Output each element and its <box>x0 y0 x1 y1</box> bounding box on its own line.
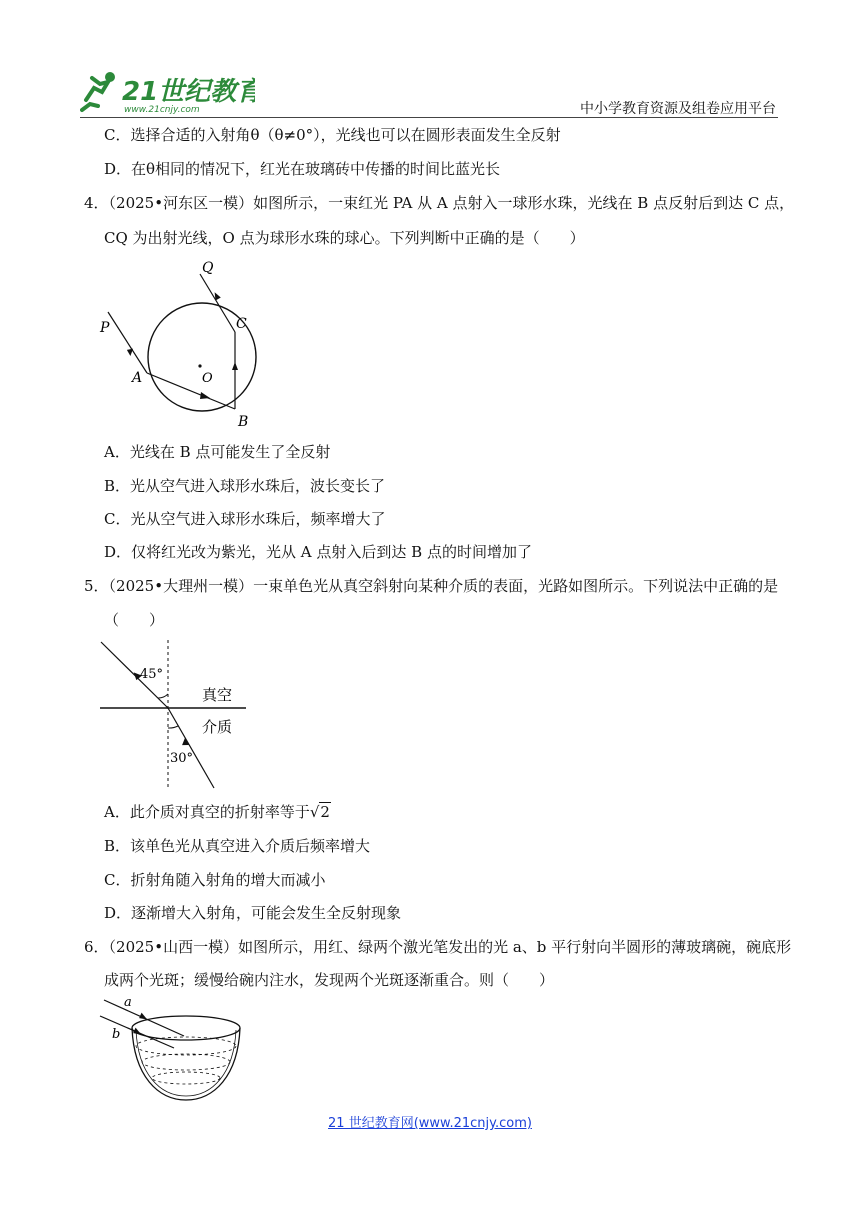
svg-text:45°: 45° <box>140 667 164 682</box>
q5-option-a-text: A．此介质对真空的折射率等于 <box>104 803 310 821</box>
q4-option-a: A．光线在 B 点可能发生了全反射 <box>104 443 331 461</box>
site-logo <box>80 70 255 114</box>
sqrt-symbol: √2 <box>309 803 330 821</box>
svg-text:a: a <box>124 996 132 1010</box>
svg-text:B: B <box>238 414 249 430</box>
q5-option-c: C．折射角随入射角的增大而减小 <box>104 871 326 889</box>
q5-option-d: D．逐渐增大入射角，可能会发生全反射现象 <box>104 904 402 922</box>
sqrt-radicand: 2 <box>320 803 330 821</box>
header-divider <box>80 117 778 118</box>
q5-option-b: B．该单色光从真空进入介质后频率增大 <box>104 837 371 855</box>
svg-text:b: b <box>112 1027 121 1042</box>
q4-option-b: B．光从空气进入球形水珠后，波长变长了 <box>104 477 386 495</box>
svg-text:Q: Q <box>202 260 214 276</box>
q4-water-drop-figure <box>98 256 278 432</box>
q3-option-c: C．选择合适的入射角θ（θ≠0°），光线也可以在圆形表面发生全反射 <box>104 126 561 144</box>
svg-text:21世纪教育: 21世纪教育 <box>122 77 255 107</box>
svg-text:P: P <box>100 320 110 336</box>
svg-text:真空: 真空 <box>202 686 233 704</box>
svg-text:30°: 30° <box>170 751 194 766</box>
q5-refraction-figure <box>98 636 250 792</box>
q4-option-d: D．仅将红光改为紫光，光从 A 点射入后到达 B 点的时间增加了 <box>104 543 532 561</box>
q5-option-a <box>104 801 331 823</box>
svg-text:www.21cnjy.com: www.21cnjy.com <box>124 105 200 114</box>
footer <box>0 1112 860 1131</box>
q6-stem-line1: 6．（2025•山西一模）如图所示，用红、绿两个激光笔发出的光 a、b 平行射向半圆形的薄玻璃碗，碗底形 <box>84 938 792 956</box>
q4-option-c: C．光从空气进入球形水珠后，频率增大了 <box>104 510 386 528</box>
q5-stem-line2: （ ） <box>104 611 165 629</box>
q4-stem-line1: 4．（2025•河东区一模）如图所示，一束红光 PA 从 A 点射入一球形水珠，光线在 B 点反射后到达 C 点， <box>84 194 795 212</box>
svg-text:介质: 介质 <box>202 718 233 736</box>
platform-title: 中小学教育资源及组卷应用平台 <box>580 101 776 117</box>
q6-stem-line2: 成两个光斑；缓慢给碗内注水，发现两个光斑逐渐重合。则（ ） <box>104 971 555 989</box>
q6-glass-bowl-figure <box>98 996 246 1106</box>
q5-stem-line1: 5．（2025•大理州一模）一束单色光从真空斜射向某种介质的表面，光路如图所示。下列说法中正确的是 <box>84 577 779 595</box>
q4-stem-line2: CQ 为出射光线，O 点为球形水珠的球心。下列判断中正确的是（ ） <box>104 229 585 247</box>
q3-option-d: D．在θ相同的情况下，红光在玻璃砖中传播的时间比蓝光长 <box>104 160 501 178</box>
svg-text:A: A <box>132 370 143 386</box>
svg-text:O: O <box>202 371 213 386</box>
footer-link[interactable]: 21 世纪教育网(www.21cnjy.com) <box>328 1116 532 1131</box>
svg-text:C: C <box>236 316 247 332</box>
